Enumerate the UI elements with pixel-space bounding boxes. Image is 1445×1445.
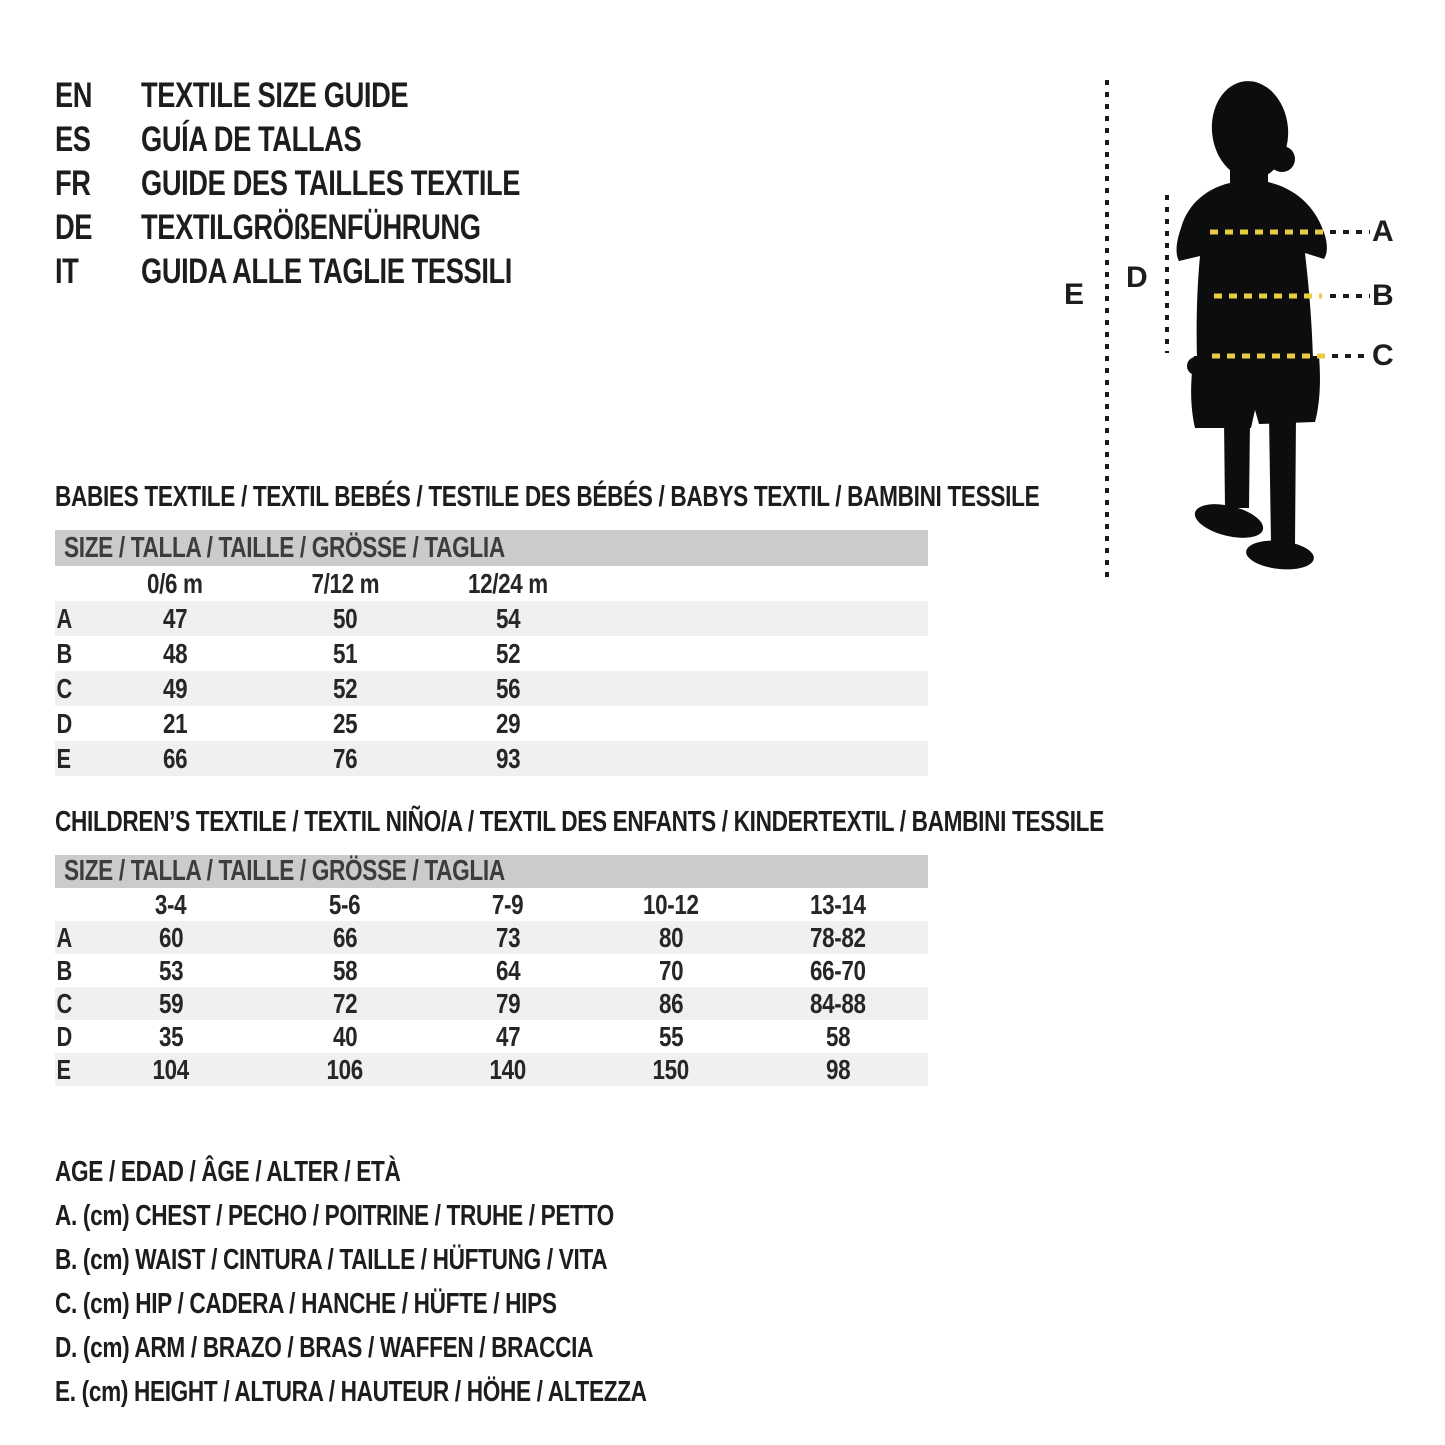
language-code: EN [55, 76, 93, 115]
table-row [55, 987, 928, 1020]
table-cell: 73 [495, 921, 521, 953]
table-cell: 48 [162, 637, 188, 669]
language-row [55, 250, 627, 294]
table-cell: 80 [658, 921, 684, 953]
table-cell: 66 [162, 742, 188, 774]
table-row [55, 1020, 928, 1053]
table-row [55, 954, 928, 987]
figure-label-arm: D [1126, 261, 1148, 294]
size-header-bar [55, 855, 928, 888]
table-cell: 104 [152, 1053, 190, 1085]
table-cell: 86 [658, 987, 684, 1019]
child-silhouette-icon [1040, 60, 1445, 600]
table-cell: 25 [332, 707, 358, 739]
row-label: B [56, 954, 73, 986]
language-title: GUÍA DE TALLAS [141, 120, 362, 159]
language-title: GUIDE DES TAILLES TEXTILE [141, 164, 521, 203]
table-cell: 72 [332, 987, 358, 1019]
row-label: B [56, 637, 73, 669]
row-label: C [56, 987, 73, 1019]
language-row [55, 162, 627, 206]
row-label: C [56, 672, 73, 704]
column-header: 7-9 [492, 888, 524, 920]
row-label: A [56, 602, 73, 634]
column-header: 5-6 [329, 888, 361, 920]
table-cell: 66-70 [810, 954, 866, 986]
language-title: GUIDA ALLE TAGLIE TESSILI [141, 252, 512, 291]
row-label: E [56, 742, 71, 774]
measurement-figure [1040, 60, 1445, 600]
row-label: A [56, 921, 73, 953]
table-cell: 29 [495, 707, 521, 739]
table-cell: 64 [495, 954, 521, 986]
table-cell: 93 [495, 742, 521, 774]
legend-line: A. (cm) CHEST / PECHO / POITRINE / TRUHE / PETTO [55, 1199, 614, 1232]
language-code: FR [55, 164, 91, 203]
table-row [55, 741, 928, 776]
table-cell: 150 [652, 1053, 690, 1085]
children-size-table [55, 855, 928, 1086]
language-row [55, 74, 627, 118]
table-cell: 35 [158, 1020, 184, 1052]
table-cell: 40 [332, 1020, 358, 1052]
table-cell: 98 [825, 1053, 851, 1085]
legend-line: B. (cm) WAIST / CINTURA / TAILLE / HÜFTUNG / VITA [55, 1243, 608, 1276]
language-title-block [55, 74, 627, 294]
table-row [55, 671, 928, 706]
table-cell: 52 [495, 637, 521, 669]
table-cell: 58 [332, 954, 358, 986]
legend-line: D. (cm) ARM / BRAZO / BRAS / WAFFEN / BRACCIA [55, 1331, 594, 1364]
children-section-heading [55, 806, 1400, 838]
babies-size-table [55, 530, 928, 776]
table-cell: 52 [332, 672, 358, 704]
language-row [55, 206, 627, 250]
children-heading-text: CHILDREN’S TEXTILE / TEXTIL NIÑO/A / TEXTIL DES ENFANTS / KINDERTEXTIL / BAMBINI TESSILE [55, 806, 1104, 838]
legend-line: C. (cm) HIP / CADERA / HANCHE / HÜFTE / HIPS [55, 1287, 557, 1320]
table-cell: 58 [825, 1020, 851, 1052]
language-code: DE [55, 208, 93, 247]
column-header-row [55, 566, 928, 601]
table-cell: 79 [495, 987, 521, 1019]
table-body [55, 921, 928, 1086]
table-cell: 140 [489, 1053, 527, 1085]
row-label: E [56, 1053, 71, 1085]
language-title: TEXTILE SIZE GUIDE [141, 76, 409, 115]
column-header: 13-14 [810, 888, 866, 920]
column-header-row [55, 888, 928, 921]
column-header: 7/12 m [311, 567, 379, 599]
table-cell: 53 [158, 954, 184, 986]
table-cell: 21 [162, 707, 188, 739]
table-row [55, 921, 928, 954]
table-row [55, 706, 928, 741]
table-cell: 47 [162, 602, 188, 634]
table-cell: 66 [332, 921, 358, 953]
size-header-text: SIZE / TALLA / TAILLE / GRÖSSE / TAGLIA [64, 531, 505, 564]
column-header: 3-4 [155, 888, 187, 920]
size-header-text: SIZE / TALLA / TAILLE / GRÖSSE / TAGLIA [64, 855, 505, 887]
figure-label-chest: A [1372, 215, 1394, 248]
table-body [55, 601, 928, 776]
table-cell: 49 [162, 672, 188, 704]
figure-label-height: E [1064, 278, 1085, 311]
size-header-bar [55, 530, 928, 566]
measurement-legend [55, 1150, 814, 1414]
table-cell: 76 [332, 742, 358, 774]
table-cell: 84-88 [810, 987, 866, 1019]
language-row [55, 118, 627, 162]
column-header: 12/24 m [468, 567, 548, 599]
table-cell: 54 [495, 602, 521, 634]
table-cell: 106 [326, 1053, 364, 1085]
table-cell: 60 [158, 921, 184, 953]
table-cell: 70 [658, 954, 684, 986]
table-cell: 50 [332, 602, 358, 634]
language-title: TEXTILGRÖßENFÜHRUNG [141, 208, 481, 247]
table-row [55, 1053, 928, 1086]
babies-section-heading [55, 481, 1317, 513]
language-code: IT [55, 252, 79, 291]
table-cell: 78-82 [810, 921, 866, 953]
table-cell: 51 [332, 637, 358, 669]
language-code: ES [55, 120, 91, 159]
row-label: D [56, 707, 73, 739]
figure-label-hip: C [1372, 339, 1394, 372]
column-header: 10-12 [643, 888, 699, 920]
table-cell: 56 [495, 672, 521, 704]
column-header: 0/6 m [147, 567, 203, 599]
table-row [55, 636, 928, 671]
legend-line: E. (cm) HEIGHT / ALTURA / HAUTEUR / HÖHE / ALTEZZA [55, 1375, 647, 1408]
table-row [55, 601, 928, 636]
table-cell: 59 [158, 987, 184, 1019]
figure-label-waist: B [1372, 279, 1394, 312]
table-cell: 47 [495, 1020, 521, 1052]
row-label: D [56, 1020, 73, 1052]
table-cell: 55 [658, 1020, 684, 1052]
legend-line: AGE / EDAD / ÂGE / ALTER / ETÀ [55, 1155, 401, 1188]
babies-heading-text: BABIES TEXTILE / TEXTIL BEBÉS / TESTILE DES BÉBÉS / BABYS TEXTIL / BAMBINI TESSILE [55, 481, 1040, 513]
